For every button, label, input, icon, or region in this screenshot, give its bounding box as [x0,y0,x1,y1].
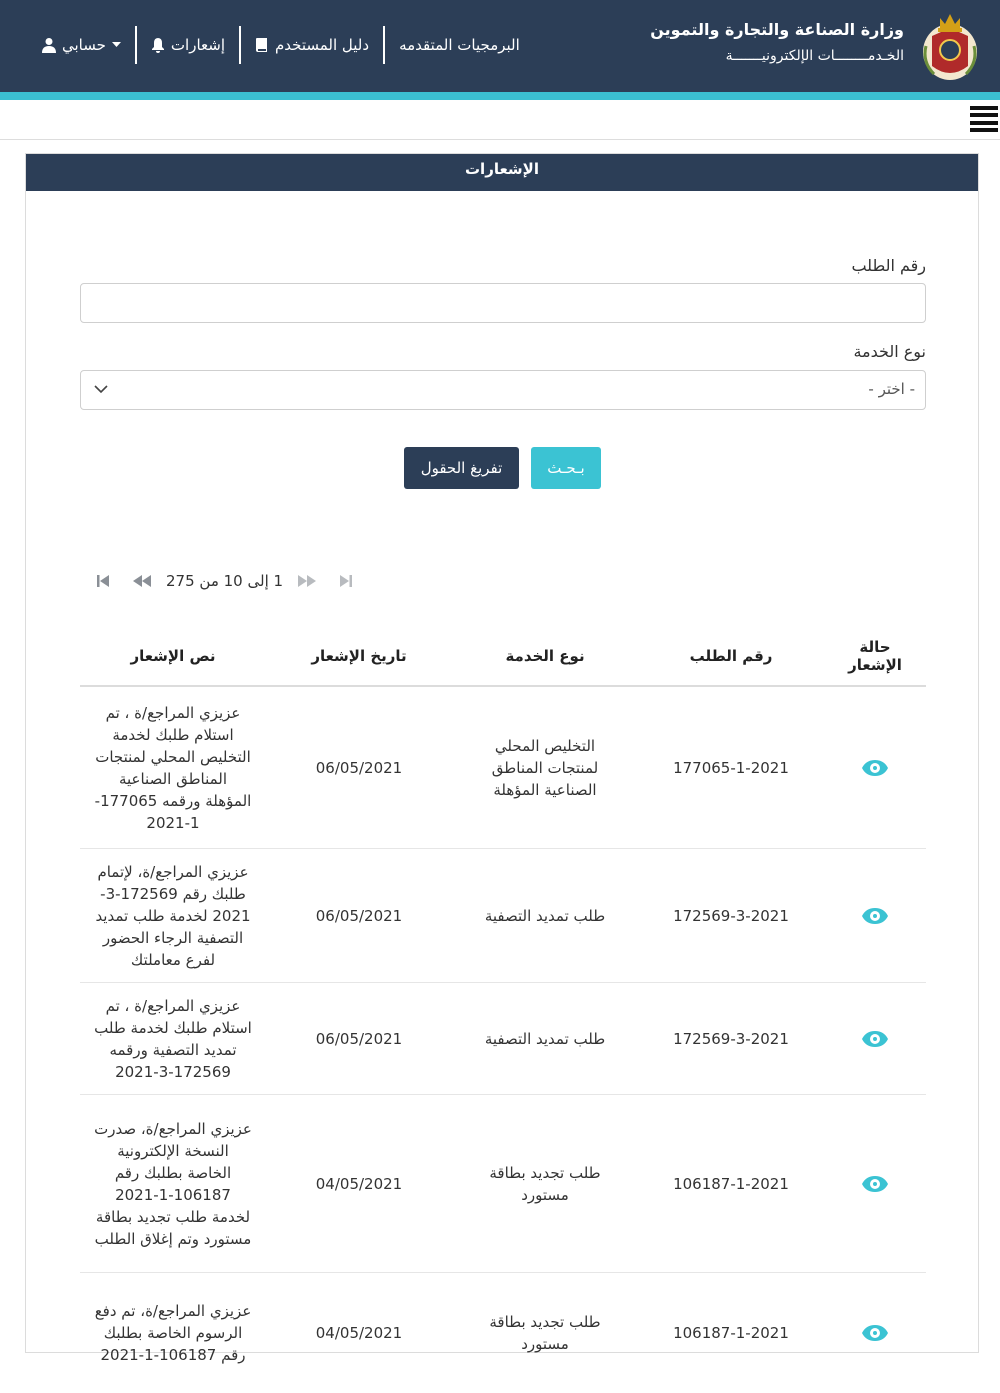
bell-icon [151,37,165,53]
cell-request-number: 172569-3-2021 [673,907,789,925]
ministry-subtitle: الخـدمــــــــات الإلكترونيـــــــة [725,48,904,64]
table-row [80,983,926,1095]
nav-notifications[interactable] [137,26,239,64]
previous-page-icon[interactable] [132,573,152,589]
cell-date: 04/05/2021 [315,1175,403,1193]
cell-text: عزيزي المراجع/ة ، تم استلام طلبك لخدمة طلب تمديد التصفية ورقمه 172569-3-2021 [94,997,252,1081]
header-service-type: نوع الخدمة [505,646,585,665]
request-number-input[interactable] [80,283,926,323]
cell-request-number: 172569-3-2021 [673,1030,789,1048]
cell-service-type: التخليص المحلي لمنتجات المناطق الصناعية المؤهلة [491,737,599,799]
cell-request-number: 177065-1-2021 [673,759,789,777]
header-request-number: رقم الطلب [689,646,773,665]
cell-date: 04/05/2021 [315,1324,403,1342]
pagination-range: 1 إلى 10 من 275 [166,572,284,590]
header-accent-stripe [0,92,1000,100]
cell-service-type: طلب تجديد بطاقة مستورد [489,1164,601,1204]
request-number-label: رقم الطلب [851,256,926,275]
header-date: تاريخ الإشعار [311,646,407,665]
view-notification-icon[interactable] [824,849,926,983]
cell-request-number: 106187-1-2021 [673,1175,789,1193]
menu-icon[interactable] [970,106,998,132]
cell-text: عزيزي المراجع/ة، تم دفع الرسوم الخاصة بطلبك رقم 106187-1-2021 [94,1302,252,1364]
cell-date: 06/05/2021 [315,1030,403,1048]
last-page-icon[interactable] [339,573,353,589]
nav-label: حسابي [62,36,106,54]
cell-date: 06/05/2021 [315,759,403,777]
cell-service-type: طلب تجديد بطاقة مستورد [489,1313,601,1353]
nav-label: دليل المستخدم [274,36,370,54]
service-type-label: نوع الخدمة [853,342,926,361]
header-text: نص الإشعار [130,646,216,665]
notifications-table [80,624,926,1393]
search-button[interactable]: بـحـث [531,447,601,489]
pagination [96,568,353,594]
view-notification-icon[interactable] [824,983,926,1095]
cell-date: 06/05/2021 [315,907,403,925]
service-type-selected: - اختر - [868,380,915,398]
sub-toolbar [0,100,1000,140]
caret-down-icon [112,42,121,48]
table-row [80,687,926,849]
next-page-icon[interactable] [297,573,317,589]
user-icon [42,37,56,53]
cell-text: عزيزي المراجع/ة ، تم استلام طلبك لخدمة التخليص المحلي لمنتجات المناطق الصناعية المؤهلة ورقمه 177065-1-2021 [94,704,252,832]
nav-user-guide[interactable] [241,26,383,64]
header-status: حالة الإشعار [848,637,902,674]
card-title: الإشعارات [26,154,978,191]
first-page-icon[interactable] [96,573,110,589]
notifications-card [25,153,979,1364]
table-header-row [80,624,926,687]
clear-fields-button[interactable]: تفريغ الحقول [404,447,519,489]
ministry-name: وزارة الصناعة والتجارة والتموين [650,20,904,39]
book-icon [255,37,269,53]
view-notification-icon[interactable] [824,1273,926,1393]
cell-request-number: 106187-1-2021 [673,1324,789,1342]
cell-text: عزيزي المراجع/ة، صدرت النسخة الإلكترونية الخاصة بطلبك رقم 106187-1-2021 لخدمة طلب تجديد بطاقة مستورد وتم إغلاق الطلب [94,1120,252,1248]
top-header [0,0,1000,92]
nav-label: إشعارات [170,36,225,54]
nav-my-account[interactable] [28,26,135,64]
table-row [80,849,926,983]
service-type-select[interactable] [80,370,926,410]
view-notification-icon[interactable] [824,687,926,849]
cell-service-type: طلب تمديد التصفية [484,907,606,925]
nav-advanced-software[interactable] [385,26,534,64]
nav-label: البرمجيات المتقدمه [399,36,520,54]
cell-service-type: طلب تمديد التصفية [484,1030,606,1048]
coat-of-arms-logo [920,6,980,84]
chevron-down-icon [93,383,109,395]
table-row [80,1095,926,1273]
top-nav [28,26,534,64]
cell-text: عزيزي المراجع/ة، لإتمام طلبك رقم 172569-3-2021 لخدمة طلب تمديد التصفية الرجاء الحضور لفرع معاملتك [95,863,251,969]
table-row [80,1273,926,1393]
view-notification-icon[interactable] [824,1095,926,1273]
